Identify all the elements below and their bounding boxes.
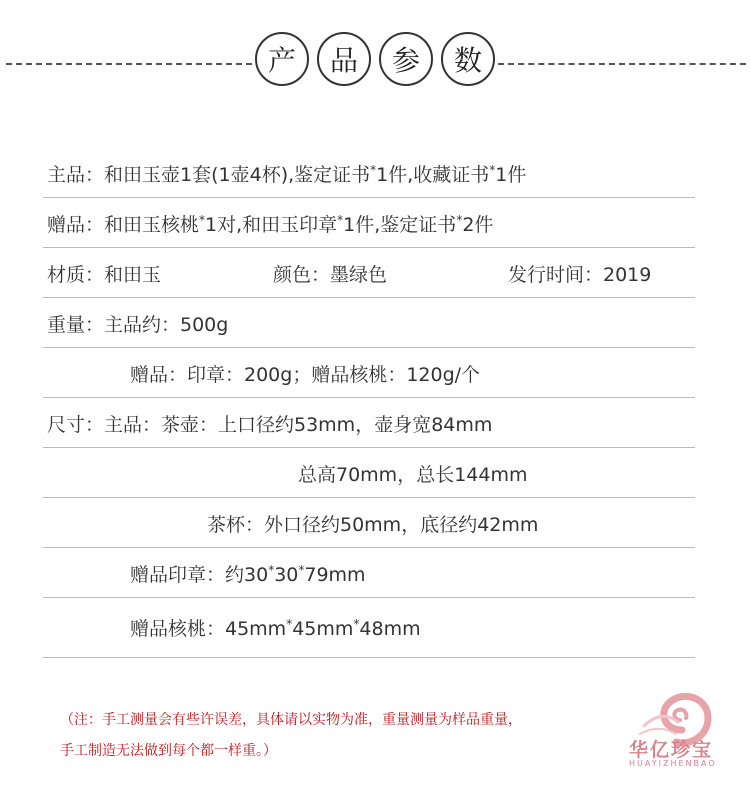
row-text: 45mm	[292, 618, 354, 640]
material-text: 材质：和田玉	[47, 264, 162, 286]
row-text: 总高70mm，总长144mm	[298, 464, 528, 486]
row-text: 2件	[462, 214, 494, 236]
row-label: 赠品：	[47, 214, 105, 236]
row-text: 茶杯：外口径约50mm，底径约42mm	[207, 514, 539, 536]
title-divider-left	[6, 63, 252, 65]
row-text: 48mm	[359, 618, 421, 640]
multiply-mark: *	[489, 163, 496, 177]
note-line-2: 手工制造无法做到每个都一样重。）	[60, 743, 277, 759]
spec-row-gift-weight	[0, 348, 750, 398]
row-text: 赠品印章：约30	[130, 564, 269, 586]
row-text: 和田玉壶1套(1壶4杯),鉴定证书	[104, 164, 371, 186]
row-label: 主品：	[47, 164, 105, 186]
spec-row-size-cont	[0, 448, 750, 498]
row-divider	[43, 657, 695, 658]
spec-row-cup	[0, 498, 750, 548]
brand-logo-pinyin: HUAYIZHENBAO	[629, 759, 717, 768]
multiply-mark: *	[286, 617, 293, 631]
issue-date-text: 发行时间：2019	[508, 264, 652, 286]
spec-row-seal	[0, 548, 750, 598]
row-text: 赠品核桃：45mm	[130, 618, 287, 640]
spec-row-size	[0, 398, 750, 448]
color-text: 颜色：墨绿色	[273, 264, 388, 286]
row-text: 30	[274, 564, 299, 586]
multiply-mark: *	[199, 213, 206, 227]
page-title	[0, 30, 750, 94]
row-text: 1件	[495, 164, 527, 186]
row-text: 和田玉核桃	[104, 214, 200, 236]
multiply-mark: *	[268, 563, 275, 577]
multiply-mark: *	[337, 213, 344, 227]
row-text: 赠品：印章：200g；赠品核桃：120g/个	[130, 364, 481, 386]
note-line-1: （注：手工测量会有些许误差，具体请以实物为准，重量测量为样品重量，	[60, 712, 522, 728]
spec-row-main-product	[0, 148, 750, 198]
spec-row-walnut	[0, 598, 750, 658]
brand-logo-name: 华亿珍宝	[629, 739, 714, 761]
row-text: 尺寸：主品：茶壶：上口径约53mm，壶身宽84mm	[47, 414, 493, 436]
multiply-mark: *	[353, 617, 360, 631]
row-text: 79mm	[304, 564, 366, 586]
multiply-mark: *	[456, 213, 463, 227]
spec-row-material	[0, 248, 750, 298]
multiply-mark: *	[298, 563, 305, 577]
title-char: 数	[441, 32, 495, 86]
title-divider-right	[498, 63, 746, 65]
row-text: 1件,收藏证书	[376, 164, 490, 186]
row-text: 1件,鉴定证书	[343, 214, 457, 236]
spec-row-weight	[0, 298, 750, 348]
title-characters	[255, 32, 495, 92]
multiply-mark: *	[370, 163, 377, 177]
row-text: 1对,和田玉印章	[205, 214, 338, 236]
title-char: 参	[379, 32, 433, 86]
title-char: 产	[255, 32, 309, 86]
spec-row-gifts	[0, 198, 750, 248]
row-text: 重量：主品约：500g	[47, 314, 229, 336]
title-char: 品	[317, 32, 371, 86]
